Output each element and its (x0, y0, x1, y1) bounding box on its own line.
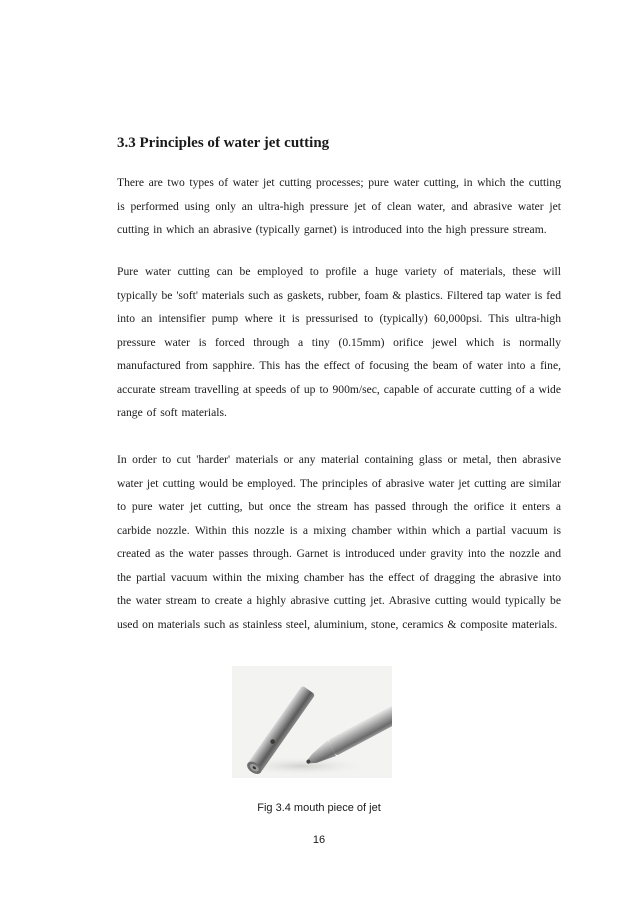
figure-caption: Fig 3.4 mouth piece of jet (257, 802, 381, 814)
page-number: 16 (312, 834, 326, 846)
nozzle-photo (232, 666, 392, 778)
section-heading: 3.3 Principles of water jet cutting (117, 135, 330, 151)
paragraph-2: Pure water cutting can be employed to profile a huge variety of materials, these will typically be 'soft' materials such as gaskets, rubber, foam & plastics. Filtered tap water is fed into an intensifier pump where it is pressurised to (typically) 60,000psi. This ultra-high pressure water is forced through a tiny (0.15mm) orifice jewel which is normally manufactured from sapphire. This has the effect of focusing the beam of water into a fine, accurate stream travelling at speeds of up to 900m/sec, capable of accurate cutting of a wide range of soft materials. (117, 265, 561, 419)
paragraph-1: There are two types of water jet cutting processes; pure water cutting, in which the cutting is performed using only an ultra-high pressure jet of clean water, and abrasive water jet cutting in which an abrasive (typically garnet) is introduced into the high pressure stream. (117, 176, 561, 236)
paragraph-3: In order to cut 'harder' materials or any material containing glass or metal, then abrasive water jet cutting would be employed. The principles of abrasive water jet cutting are similar to pure water jet cutting, but once the stream has passed through the orifice it enters a carbide nozzle. Within this nozzle is a mixing chamber within which a partial vacuum is created as the water passes through. Garnet is introduced under gravity into the nozzle and the partial vacuum within the mixing chamber has the effect of dragging the abrasive into the water stream to create a highly abrasive cutting jet. Abrasive cutting would typically be used on materials such as stainless steel, aluminium, stone, ceramics & composite materials. (117, 453, 561, 631)
nozzle-illustration (232, 666, 392, 778)
